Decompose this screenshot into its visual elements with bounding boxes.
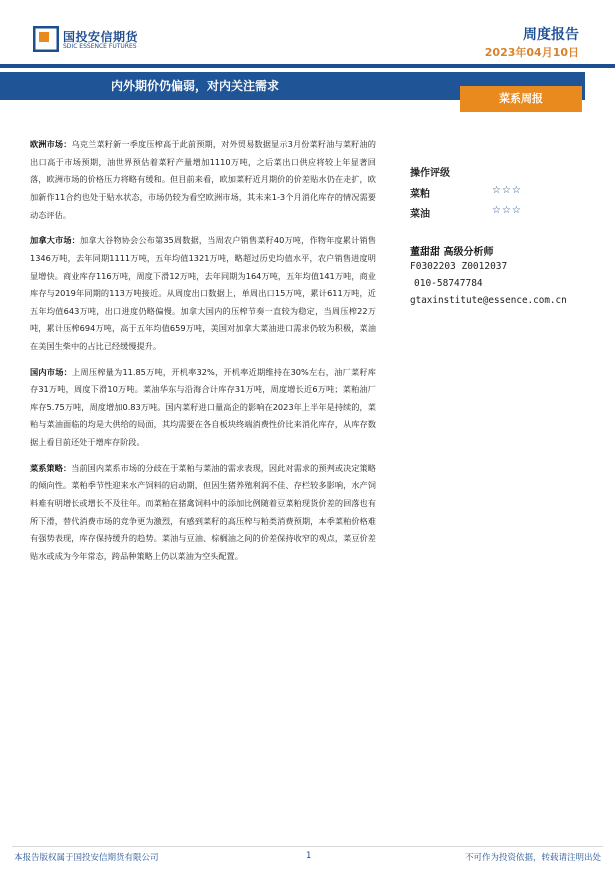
report-type: 周度报告 (523, 27, 579, 43)
page-number: 1 (306, 851, 312, 861)
report-date: 2023年04月10日 (484, 46, 579, 59)
paragraph-canada (30, 232, 376, 355)
rating-row-oil (410, 205, 610, 225)
rating-label: 菜粕 (410, 189, 430, 200)
paragraph-text: 上周压榨量为11.85万吨，开机率32%，开机率近期维持在30%左右，油厂菜籽库存31万吨，周度下滑10万吨。菜油华东与沿海合计库存31万吨，周度增长近6万吨；菜粕油厂库存5.75万吨，周度增加0.83万吨。国内菜籽进口量高企的影响在2023年上半年是持续的，菜粕与菜油面临的均是大供给的局面，其均需要在各自板块终端消费性价比来消化库存，从库存数据上看目前还处于增库存阶段。 (30, 366, 376, 448)
paragraph-lead: 加拿大市场： (30, 235, 80, 246)
brand-name-en: SDIC ESSENCE FUTURES (63, 43, 137, 50)
copyright-notice: 本报告版权属于国投安信期货有限公司 (14, 853, 159, 863)
rating-heading: 操作评级 (410, 168, 450, 179)
footer-divider (12, 846, 603, 847)
analyst-name: 董甜甜 高级分析师 (410, 247, 494, 258)
company-logo (33, 26, 153, 56)
title-banner (0, 72, 615, 112)
paragraph-text: 乌克兰菜籽新一季度压榨高于此前预期，对外贸易数据显示3月份菜籽油与菜籽油的出口高于市场预期，油世界预估着菜籽产量增加1110万吨，之后菜出口供应将较上年显著回落，欧洲市场的价格压力将略有缓和。但目前来看，欧加菜籽近月期价的价差贴水仍在走扩，欧加新作11合约也处于贴水状态，市场仍较为看空欧洲市场，其未来1-3个月消化库存的情况需要动态评估。 (30, 139, 376, 220)
report-title: 内外期价仍偏弱，对内关注需求 (110, 79, 279, 93)
sidebar (410, 164, 610, 309)
logo-mark-icon (33, 26, 59, 52)
paragraph-text: 加拿大谷物协会公布第35周数据，当周农户销售菜籽40万吨，作物年度累计销售1346万吨，去年同期1111万吨，五年均值1321万吨，略超过历史均值水平，农户销售进度明显增快。商业库存116万吨，周度下滑12万吨，去年同期为164万吨，五年均值141万吨，商业库存与2019年同期的113万吨接近。从周度出口数据上，单周出口15万吨，累计611万吨，近五年均值643万吨，出口进度仍略偏慢。加拿大国内的压榨节奏一直较为稳定，当周压榨22万吨，累计压榨694万吨，高于五年均值659万吨，美国对加拿大菜油进口需求仍较为积极，菜油在美国生柴中的占比已经缓慢提升。 (30, 235, 376, 351)
paragraph-text: 当前国内菜系市场的分歧在于菜粕与菜油的需求表现，因此对需求的预判或决定策略的倾向性。菜粕季节性迎来水产饲料的启动期，但因生猪养殖利润不佳、存栏较多影响，水产饲料难有明增长或增长不及往年。而菜粕在猪禽饲料中的添加比例随着豆菜粕现货价差的回落也有所下滑，替代消费市场的竞争更为激烈，有感到菜籽的高压榨与粕类消费预期，本季菜粕价格难有强势表现，库存保持缓升的趋势。菜油与豆油、棕榈油之间的价差保持收窄的观点，菜豆价差贴水或成为今年常态，跨品种策略上仍以菜油为空头配置。 (30, 462, 376, 561)
paragraph-lead: 国内市场： (30, 366, 73, 377)
rating-row-meal (410, 185, 610, 205)
paragraph-domestic (30, 364, 376, 452)
analyst-license: F0302203 Z0012037 (410, 261, 508, 272)
series-tag: 菜系周报 (460, 86, 582, 112)
paragraph-lead: 菜系策略： (30, 462, 72, 473)
star-rating-icon: ☆☆☆ (492, 185, 522, 196)
star-rating-icon: ☆☆☆ (492, 205, 522, 216)
paragraph-lead: 欧洲市场： (30, 139, 72, 150)
page-header (0, 0, 615, 68)
analyst-phone: 010-58747784 (414, 278, 483, 289)
analyst-email[interactable]: gtaxinstitute@essence.com.cn (410, 295, 567, 306)
paragraph-europe (30, 136, 376, 224)
report-body (30, 128, 376, 573)
brand-name-cn: 国投安信期货 (63, 30, 139, 44)
paragraph-strategy (30, 460, 376, 566)
header-divider (0, 64, 615, 68)
rating-label: 菜油 (410, 209, 430, 220)
disclaimer-notice: 不可作为投资依据，转载请注明出处 (464, 853, 601, 863)
